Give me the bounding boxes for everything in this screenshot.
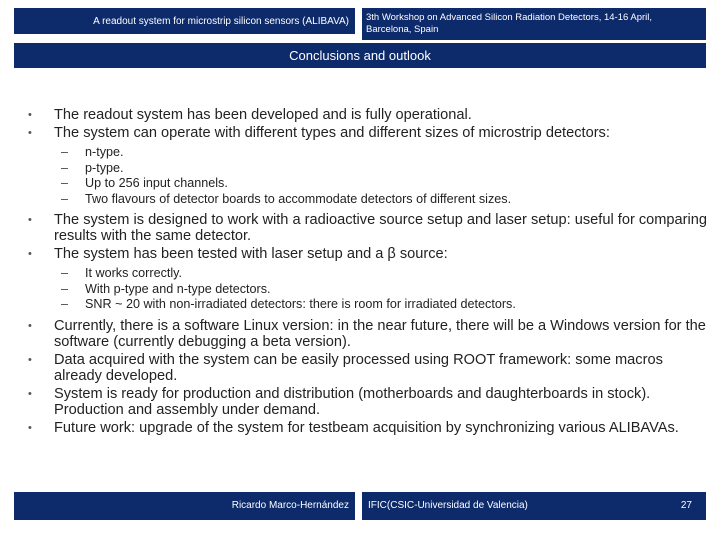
bullet-item — [28, 107, 708, 123]
bullet-text: It works correctly. — [85, 266, 183, 280]
bullet-text: The system has been tested with laser setup and a β source: — [54, 246, 448, 262]
bullet-dot-icon: • — [28, 353, 32, 366]
footer-institute — [362, 492, 706, 520]
header-workshop-line1: 3th Workshop on Advanced Silicon Radiation Detectors, 14-16 April, — [366, 12, 653, 23]
sub-bullet-item — [28, 192, 708, 208]
sub-bullet-item — [28, 282, 708, 298]
bullet-dash-icon: – — [61, 297, 69, 311]
bullet-dash-icon: – — [61, 266, 69, 280]
bullet-item — [28, 125, 708, 141]
bullet-dot-icon: • — [28, 248, 32, 260]
bullet-list — [28, 107, 708, 436]
sub-bullet-item — [28, 297, 708, 313]
bullet-dot-icon: • — [28, 127, 32, 139]
bullet-dot-icon: • — [28, 319, 32, 332]
bullet-item — [28, 318, 708, 350]
bullet-dot-icon: • — [28, 214, 32, 226]
bullet-dot-icon: • — [28, 109, 32, 121]
bullet-dash-icon: – — [61, 145, 69, 159]
bullet-text: n-type. — [85, 145, 124, 159]
sub-bullet-item — [28, 176, 708, 192]
bullet-item — [28, 386, 708, 418]
footer-author-text: Ricardo Marco-Hernández — [231, 500, 349, 511]
footer-institute-text: IFIC(CSIC-Universidad de Valencia) — [368, 500, 528, 511]
bullet-text: SNR ~ 20 with non-irradiated detectors: there is room for irradiated detectors. — [85, 297, 516, 311]
bullet-text: With p-type and n-type detectors. — [85, 281, 271, 296]
bullet-dot-icon: • — [28, 387, 32, 400]
bullet-text: p-type. — [85, 160, 124, 175]
bullet-text: Up to 256 input channels. — [85, 176, 228, 190]
bullet-text: System is ready for production and distribution (motherboards and daughterboards in stock). Production and assembly under demand. — [54, 385, 651, 418]
bullet-dash-icon: – — [61, 191, 69, 206]
bullet-text: The system can operate with different types and different sizes of microstrip detectors: — [54, 125, 610, 141]
slide-title — [14, 43, 706, 68]
footer-author — [14, 492, 355, 520]
header-workshop-line2: Barcelona, Spain — [366, 24, 439, 35]
slide-title-text: Conclusions and outlook — [289, 48, 431, 63]
bullet-text: Two flavours of detector boards to accommodate detectors of different sizes. — [85, 191, 512, 206]
sub-bullet-item — [28, 145, 708, 161]
bullet-text: The readout system has been developed and is fully operational. — [54, 107, 472, 123]
header-workshop — [362, 8, 706, 40]
bullet-dash-icon: – — [61, 160, 69, 175]
sub-bullet-item — [28, 161, 708, 177]
bullet-item — [28, 246, 708, 262]
header-talk-title-text: A readout system for microstrip silicon sensors (ALIBAVA) — [93, 16, 349, 27]
header-talk-title — [14, 8, 355, 34]
page-number: 27 — [680, 500, 692, 511]
bullet-text: Future work: upgrade of the system for testbeam acquisition by synchronizing various ALIBAVAs. — [54, 419, 679, 436]
sub-bullet-item — [28, 266, 708, 282]
bullet-text: Currently, there is a software Linux version: in the near future, there will be a Windows version for the software (currently debugging a beta version). — [54, 317, 706, 350]
bullet-dash-icon: – — [61, 176, 69, 190]
bullet-text: The system is designed to work with a radioactive source setup and laser setup: useful for comparing results with the same detector. — [54, 212, 707, 244]
bullet-item — [28, 212, 708, 244]
bullet-item — [28, 352, 708, 384]
bullet-item — [28, 420, 708, 436]
bullet-text: Data acquired with the system can be easily processed using ROOT framework: some macros already developed. — [54, 351, 663, 384]
bullet-dash-icon: – — [61, 281, 69, 296]
bullet-dot-icon: • — [28, 421, 32, 434]
